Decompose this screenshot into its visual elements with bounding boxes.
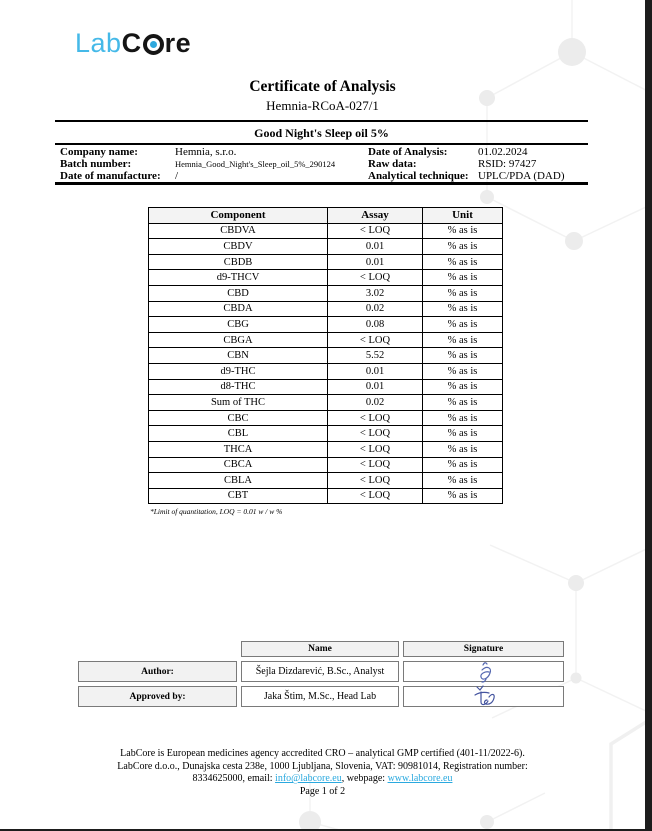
unit-cell: % as is xyxy=(423,223,503,239)
signoff-empty-cell xyxy=(78,641,237,657)
assay-cell: 0.01 xyxy=(328,363,423,379)
divider-line xyxy=(55,182,588,185)
logo-text-re: re xyxy=(164,28,192,58)
results-table-row xyxy=(149,254,503,270)
component-cell: CBC xyxy=(149,410,328,426)
product-name: Good Night's Sleep oil 5% xyxy=(254,126,389,140)
unit-cell: % as is xyxy=(423,363,503,379)
component-cell: CBDA xyxy=(149,301,328,317)
assay-cell: < LOQ xyxy=(328,223,423,239)
footer xyxy=(0,748,645,798)
footer-contact-line xyxy=(0,773,645,786)
results-header-row xyxy=(149,208,503,224)
assay-cell: < LOQ xyxy=(328,410,423,426)
logo-text-c: C xyxy=(121,28,142,58)
info-label: Company name: xyxy=(60,146,138,158)
component-cell: d9-THCV xyxy=(149,270,328,286)
author-signature-icon xyxy=(457,660,511,684)
unit-column-header: Unit xyxy=(423,208,503,224)
assay-cell: 0.01 xyxy=(328,254,423,270)
logo-text-lab: Lab xyxy=(75,28,122,58)
info-label: Batch number: xyxy=(60,158,132,170)
results-table-row xyxy=(149,285,503,301)
author-name: Šejla Dizdarević, B.Sc., Analyst xyxy=(241,661,399,682)
component-cell: CBT xyxy=(149,488,328,504)
component-cell: Sum of THC xyxy=(149,395,328,411)
assay-cell: < LOQ xyxy=(328,473,423,489)
component-cell: CBGA xyxy=(149,332,328,348)
logo-target-o-icon xyxy=(143,34,164,55)
results-table-row xyxy=(149,363,503,379)
results-table-row xyxy=(149,473,503,489)
unit-cell: % as is xyxy=(423,379,503,395)
raw-data-value: RSID: 97427 xyxy=(478,158,537,170)
batch-number-value: Hemnia_Good_Night's_Sleep_oil_5%_290124 xyxy=(175,159,336,169)
info-labels-right xyxy=(368,146,469,182)
unit-cell: % as is xyxy=(423,317,503,333)
info-labels-left xyxy=(60,146,161,182)
component-cell: CBDVA xyxy=(149,223,328,239)
analysis-date-value: 01.02.2024 xyxy=(478,146,528,158)
signoff-table xyxy=(78,641,564,707)
component-cell: d9-THC xyxy=(149,363,328,379)
info-label: Date of Analysis: xyxy=(368,146,448,158)
component-cell: CBLA xyxy=(149,473,328,489)
component-cell: CBDV xyxy=(149,239,328,255)
loq-footnote: *Limit of quantitation, LOQ = 0.01 w / w % xyxy=(150,507,283,516)
company-name-value: Hemnia, s.r.o. xyxy=(175,146,237,158)
component-cell: d8-THC xyxy=(149,379,328,395)
component-column-header: Component xyxy=(149,208,328,224)
component-cell: CBDB xyxy=(149,254,328,270)
info-label: Raw data: xyxy=(368,158,417,170)
assay-cell: < LOQ xyxy=(328,332,423,348)
assay-cell: < LOQ xyxy=(328,457,423,473)
author-signature-cell xyxy=(403,661,564,682)
assay-cell: 0.02 xyxy=(328,395,423,411)
divider-line xyxy=(55,143,588,145)
name-column-header: Name xyxy=(241,641,399,657)
analytical-technique-value: UPLC/PDA (DAD) xyxy=(478,170,565,182)
unit-cell: % as is xyxy=(423,457,503,473)
unit-cell: % as is xyxy=(423,254,503,270)
unit-cell: % as is xyxy=(423,473,503,489)
component-cell: CBL xyxy=(149,426,328,442)
webpage-link[interactable]: www.labcore.eu xyxy=(387,773,453,785)
results-table-row xyxy=(149,270,503,286)
results-table-row xyxy=(149,426,503,442)
info-values-left xyxy=(175,146,335,182)
page-number: Page 1 of 2 xyxy=(299,785,346,797)
footer-accreditation-line: LabCore is European medicines agency accredited CRO – analytical GMP certified (401-11/2022-6). xyxy=(120,748,525,759)
unit-cell: % as is xyxy=(423,301,503,317)
divider-line xyxy=(55,120,588,122)
assay-cell: 5.52 xyxy=(328,348,423,364)
results-table-row xyxy=(149,410,503,426)
unit-cell: % as is xyxy=(423,410,503,426)
results-table-row xyxy=(149,488,503,504)
assay-cell: 0.08 xyxy=(328,317,423,333)
component-cell: CBD xyxy=(149,285,328,301)
results-table-row xyxy=(149,441,503,457)
results-table-row xyxy=(149,332,503,348)
assay-cell: 0.01 xyxy=(328,379,423,395)
unit-cell: % as is xyxy=(423,488,503,504)
footer-contact-text: 8334625000, email: xyxy=(192,773,276,785)
results-table-row xyxy=(149,301,503,317)
results-table-row xyxy=(149,223,503,239)
assay-cell: < LOQ xyxy=(328,270,423,286)
results-table-row xyxy=(149,379,503,395)
assay-column-header: Assay xyxy=(328,208,423,224)
component-cell: CBCA xyxy=(149,457,328,473)
labcore-logo xyxy=(75,30,191,57)
footer-contact-text: , webpage: xyxy=(341,773,388,785)
unit-cell: % as is xyxy=(423,239,503,255)
component-cell: CBG xyxy=(149,317,328,333)
page-right-edge xyxy=(645,0,652,831)
assay-cell: 3.02 xyxy=(328,285,423,301)
approver-signature-icon xyxy=(457,685,511,709)
signature-column-header: Signature xyxy=(403,641,564,657)
unit-cell: % as is xyxy=(423,441,503,457)
approver-role-label: Approved by: xyxy=(78,686,237,707)
document-title: Certificate of Analysis xyxy=(249,78,396,95)
unit-cell: % as is xyxy=(423,426,503,442)
assay-cell: < LOQ xyxy=(328,441,423,457)
info-values-right xyxy=(478,146,564,182)
unit-cell: % as is xyxy=(423,395,503,411)
component-cell: CBN xyxy=(149,348,328,364)
manufacture-date-value: / xyxy=(175,170,179,182)
unit-cell: % as is xyxy=(423,285,503,301)
email-link[interactable]: info@labcore.eu xyxy=(275,773,342,785)
results-table-row xyxy=(149,457,503,473)
assay-cell: 0.01 xyxy=(328,239,423,255)
document-number: Hemnia-RCoA-027/1 xyxy=(266,98,379,113)
assay-cell: < LOQ xyxy=(328,426,423,442)
assay-cell: 0.02 xyxy=(328,301,423,317)
results-table-row xyxy=(149,239,503,255)
info-label: Date of manufacture: xyxy=(60,170,161,182)
results-table-row xyxy=(149,348,503,364)
info-label: Analytical technique: xyxy=(368,170,469,182)
assay-cell: < LOQ xyxy=(328,488,423,504)
approver-name: Jaka Štim, M.Sc., Head Lab xyxy=(241,686,399,707)
unit-cell: % as is xyxy=(423,270,503,286)
approver-signature-cell xyxy=(403,686,564,707)
author-role-label: Author: xyxy=(78,661,237,682)
results-table-row xyxy=(149,317,503,333)
unit-cell: % as is xyxy=(423,348,503,364)
unit-cell: % as is xyxy=(423,332,503,348)
logo-blue-dot xyxy=(150,41,157,48)
component-cell: THCA xyxy=(149,441,328,457)
results-table xyxy=(148,207,503,504)
footer-address-line: LabCore d.o.o., Dunajska cesta 238e, 1000 Ljubljana, Slovenia, VAT: 90981014, Registration number: xyxy=(117,760,528,772)
results-table-row xyxy=(149,395,503,411)
